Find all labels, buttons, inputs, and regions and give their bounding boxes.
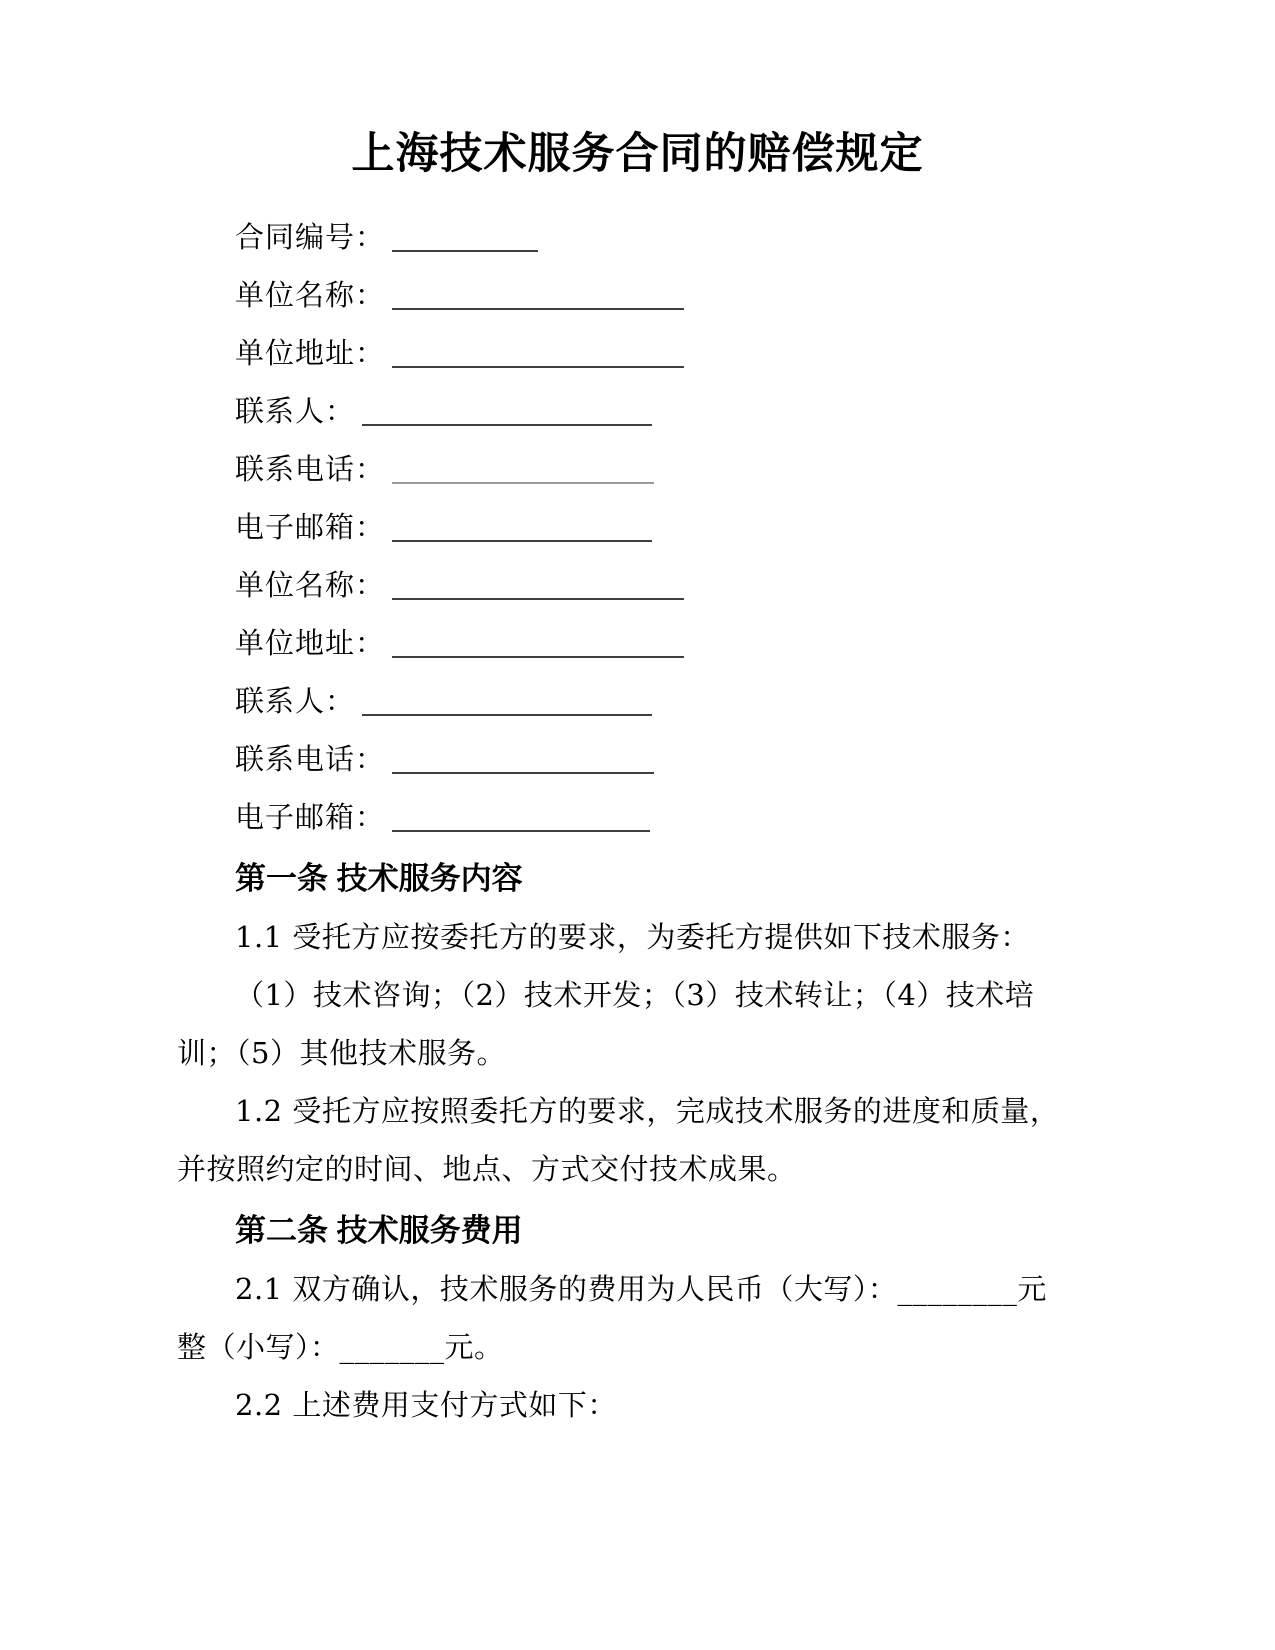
company-name-blank-line-2[interactable]	[392, 569, 684, 600]
company-name-blank-line-1[interactable]	[392, 279, 684, 310]
form-row-contract-number	[177, 208, 1098, 266]
field-label: 联系电话：	[235, 742, 386, 776]
field-label: 电子邮箱：	[235, 510, 386, 544]
field-label: 单位名称：	[235, 568, 386, 602]
email-blank-line-1[interactable]	[392, 511, 652, 542]
contact-person-blank-line-1[interactable]	[362, 395, 652, 426]
form-row-company-name-1	[177, 266, 1098, 324]
field-label: 单位地址：	[235, 626, 386, 660]
field-label: 联系人：	[235, 684, 356, 718]
paragraph-line: 2.1 双方确认，技术服务的费用为人民币（大写）：________元	[235, 1272, 1047, 1306]
field-label: 单位地址：	[235, 336, 386, 370]
form-row-contact-person-2	[177, 672, 1098, 730]
contract-number-blank-line[interactable]	[392, 221, 538, 252]
section-heading-1: 第一条 技术服务内容	[235, 861, 523, 896]
field-label: 单位名称：	[235, 278, 386, 312]
section-service-fees	[177, 1202, 1098, 1434]
company-address-blank-line-2[interactable]	[392, 627, 684, 658]
field-label: 联系电话：	[235, 452, 386, 486]
company-address-blank-line-1[interactable]	[392, 337, 684, 368]
field-label: 合同编号：	[235, 220, 386, 254]
section-service-content	[177, 850, 1098, 1198]
field-label: 联系人：	[235, 394, 356, 428]
paragraph-line: 2.2 上述费用支付方式如下：	[235, 1388, 617, 1422]
form-row-company-address-2	[177, 614, 1098, 672]
form-row-contact-phone-2	[177, 730, 1098, 788]
contact-phone-blank-line-2[interactable]	[392, 743, 654, 774]
form-row-contact-phone-1	[177, 440, 1098, 498]
form-row-email-1	[177, 498, 1098, 556]
form-row-email-2	[177, 788, 1098, 846]
section-heading-2: 第二条 技术服务费用	[235, 1213, 523, 1248]
paragraph-line: 训；（5）其他技术服务。	[177, 1036, 506, 1070]
form-row-company-name-2	[177, 556, 1098, 614]
email-blank-line-2[interactable]	[392, 801, 650, 832]
party-info-form	[177, 208, 1098, 846]
paragraph-line: 1.2 受托方应按照委托方的要求，完成技术服务的进度和质量，	[235, 1094, 1060, 1128]
paragraph-line: 1.1 受托方应按委托方的要求，为委托方提供如下技术服务：	[235, 920, 1030, 954]
paragraph-line: （1）技术咨询；（2）技术开发；（3）技术转让；（4）技术培	[235, 978, 1035, 1012]
paragraph-line: 整（小写）：_______元。	[177, 1330, 504, 1364]
field-label: 电子邮箱：	[235, 800, 386, 834]
contact-phone-blank-line-1[interactable]	[392, 453, 654, 484]
contact-person-blank-line-2[interactable]	[362, 685, 652, 716]
paragraph-line: 并按照约定的时间、地点、方式交付技术成果。	[177, 1152, 797, 1186]
form-row-contact-person-1	[177, 382, 1098, 440]
document-title: 上海技术服务合同的赔偿规定	[351, 129, 924, 179]
form-row-company-address-1	[177, 324, 1098, 382]
